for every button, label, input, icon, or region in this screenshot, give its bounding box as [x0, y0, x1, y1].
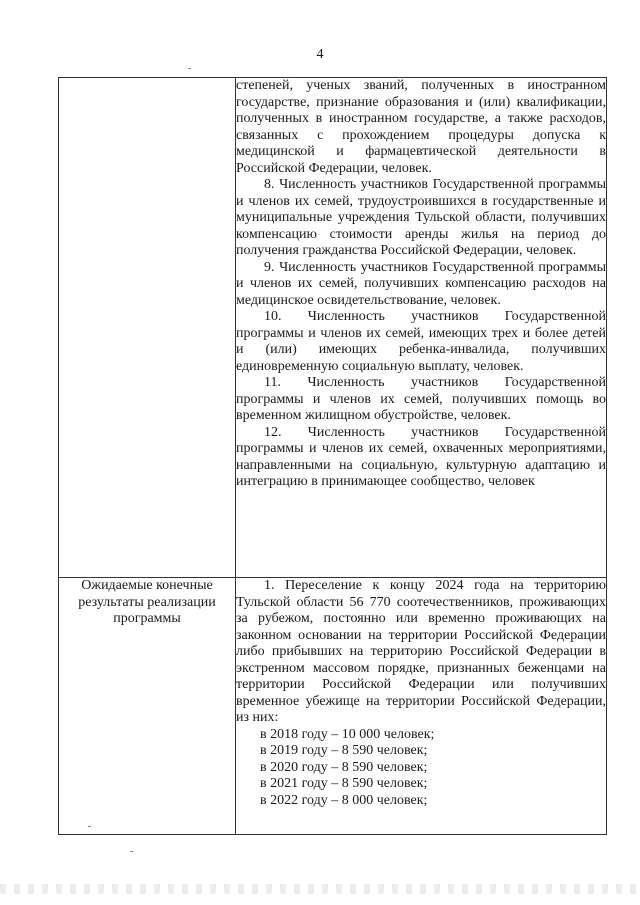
year-target: в 2022 году – 8 000 человек;: [260, 792, 428, 808]
scan-speck: [130, 851, 133, 852]
indicator-paragraph: 12. Численность участников Государственной программы и членов их семей, охваченных мероприятиями, направленными на социальную, культурную адаптацию и интеграцию в принимающее сообщество, человек: [236, 424, 606, 489]
page-number: 4: [316, 47, 324, 62]
table-row: [59, 578, 607, 835]
row-content-cell: [236, 78, 607, 578]
scan-speck: [188, 68, 191, 69]
row-label-cell: [59, 578, 236, 835]
year-target: в 2018 году – 10 000 человек;: [260, 726, 435, 742]
year-target: в 2019 году – 8 590 человек;: [260, 743, 428, 758]
scan-bottom-edge: [0, 884, 640, 894]
indicator-paragraph: 8. Численность участников Государственной программы и членов их семей, трудоустроившихся в государственные и муниципальные учреждения Тульской области, получивших компенсацию стоимости аренды жилья на период до получения гражданства Российской Федерации, человек.: [236, 177, 606, 258]
indicator-paragraph: 11. Численность участников Государственной программы и членов их семей, получивших помощь во временном жилищном обустройстве, человек.: [236, 375, 606, 423]
program-table: [58, 77, 607, 835]
indicator-paragraph: 10. Численность участников Государственной программы и членов их семей, имеющих трех и более детей и (или) имеющих ребенка-инвалида, получивших единовременную социальную выплату, человек.: [236, 309, 606, 374]
row-content-cell: [236, 578, 607, 835]
indicator-paragraph: 9. Численность участников Государственной программы и членов их семей, получивших компенсацию расходов на медицинское освидетельствование, человек.: [236, 259, 606, 308]
expected-results-label: Ожидаемые конечные результаты реализации программы: [78, 578, 216, 626]
table-row: [59, 78, 607, 578]
year-target: в 2020 году – 8 590 человек;: [260, 759, 428, 775]
results-intro: 1. Переселение к концу 2024 года на территорию Тульской области 56 770 соотечественников, проживающих за рубежом, постоянно или временно проживающих на законном основании на территории Российской Федерации либо прибывших на территорию Российской Федерации в экстренном массовом порядке, признанных беженцами на территории Российской Федерации или получивших временное убежище на территории Российской Федерации, из них:: [236, 578, 606, 725]
scan-speck: [88, 826, 91, 827]
indicator-paragraph: степеней, ученых званий, полученных в иностранном государстве, признание образования и (или) квалификации, полученных в иностранном государстве, а также расходов, связанных с прохождением процедуры допуска к медицинской и фармацевтической деятельности в Российской Федерации, человек.: [236, 78, 606, 176]
year-target: в 2021 году – 8 590 человек;: [260, 776, 428, 791]
row-label-cell: [59, 78, 236, 578]
